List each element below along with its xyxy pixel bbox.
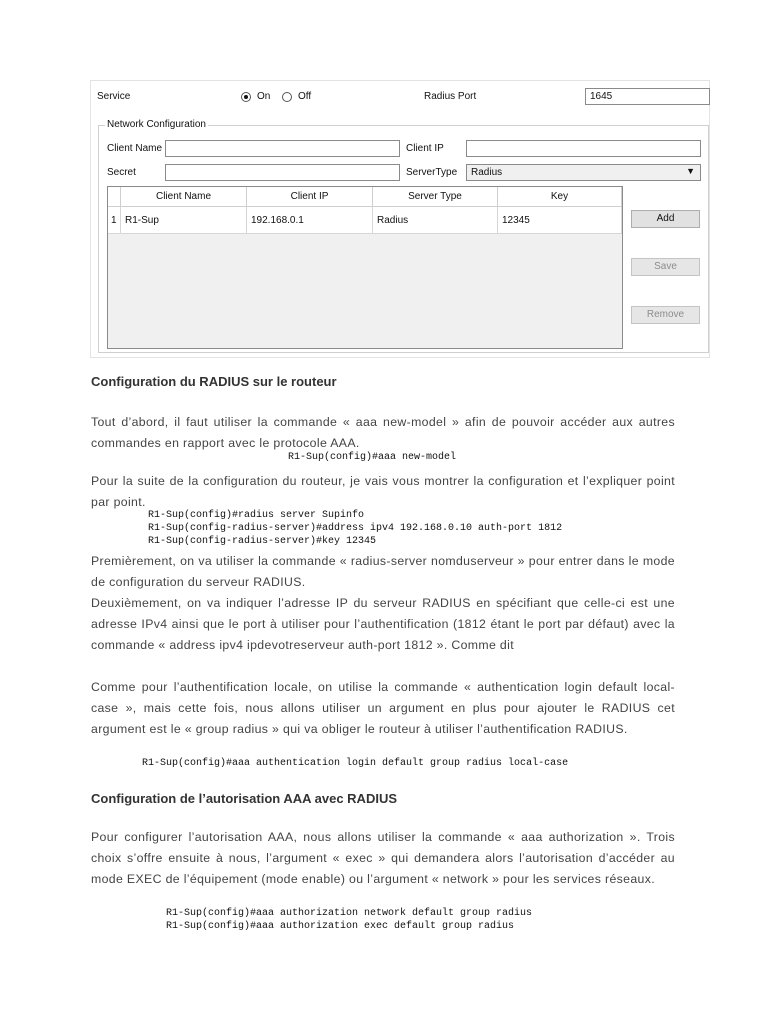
paragraph-aaa-new-model: Tout d’abord, il faut utiliser la commande « aaa new-model » afin de pouvoir accéder aux autres commandes en rapport avec le protocole AAA. — [91, 415, 675, 450]
client-ip-label: Client IP — [406, 143, 444, 154]
column-header-client-ip[interactable]: Client IP — [247, 187, 373, 207]
service-on-radio[interactable] — [241, 92, 251, 102]
paragraph-config-intro: Pour la suite de la configuration du routeur, je vais vous montrer la configuration et l’expliquer point par point. — [91, 474, 675, 509]
radius-port-label: Radius Port — [424, 91, 477, 102]
radius-port-input[interactable] — [585, 88, 710, 105]
cell-server-type[interactable]: Radius — [373, 207, 498, 234]
client-name-input[interactable] — [165, 140, 400, 157]
server-type-label: ServerType — [406, 167, 458, 178]
code-address-ipv4: R1-Sup(config-radius-server)#address ipv4 192.168.0.10 auth-port 1812 — [148, 523, 563, 534]
paragraph-authorization: Pour configurer l’autorisation AAA, nous allons utiliser la commande « aaa authorization ». Trois choix s’offre ensuite à nous, l’argument « exec » qui demandera alors l’autorisation d’accéder au mode EXEC de l’équipement (mode enable) ou l’argument « network » pour les services réseaux. — [91, 830, 675, 886]
remove-button[interactable]: Remove — [631, 306, 700, 324]
row-index: 1 — [108, 207, 121, 234]
service-on-label: On — [257, 91, 271, 102]
save-button[interactable]: Save — [631, 258, 700, 276]
column-header-server-type[interactable]: Server Type — [373, 187, 498, 207]
paragraph-second-step: Deuxièmement, on va indiquer l’adresse IP du serveur RADIUS en spécifiant que celle-ci est une adresse IPv4 ainsi que le port à utiliser pour l’authentification (1812 étant le port par défaut) avec la commande « address ipv4 ipdevotreserveur auth-port 1812 ». Comme dit — [91, 596, 675, 652]
section-heading-radius-router: Configuration du RADIUS sur le routeur — [91, 374, 337, 389]
code-key: R1-Sup(config-radius-server)#key 12345 — [148, 536, 377, 547]
paragraph-authentication: Comme pour l’authentification locale, on utilise la commande « authentication login default local-case », mais cette fois, nous allons utiliser un argument en plus pour ajouter le RADIUS cet argument est le « group radius » qui va obliger le routeur à utiliser l’authentification RADIUS. — [91, 680, 675, 736]
code-aaa-new-model: R1-Sup(config)#aaa new-model — [288, 452, 457, 463]
row-header-corner — [108, 187, 121, 207]
add-button[interactable]: Add — [631, 210, 700, 228]
client-name-label: Client Name — [107, 143, 163, 154]
radius-config-panel — [90, 80, 710, 358]
cell-key[interactable]: 12345 — [498, 207, 622, 234]
service-label: Service — [97, 91, 131, 102]
secret-label: Secret — [107, 167, 136, 178]
section-heading-authorization: Configuration de l’autorisation AAA avec RADIUS — [91, 791, 398, 806]
server-type-select[interactable] — [466, 164, 701, 181]
column-header-client-name[interactable]: Client Name — [121, 187, 247, 207]
cell-client-ip[interactable]: 192.168.0.1 — [247, 207, 373, 234]
service-off-radio[interactable] — [282, 92, 292, 102]
column-header-key[interactable]: Key — [498, 187, 622, 207]
code-authorization-network: R1-Sup(config)#aaa authorization network default group radius — [166, 908, 533, 919]
code-radius-server: R1-Sup(config)#radius server Supinfo — [148, 510, 365, 521]
paragraph-first-step: Premièrement, on va utiliser la commande « radius-server nomduserveur » pour entrer dans le mode de configuration du serveur RADIUS. — [91, 554, 675, 589]
secret-input[interactable] — [165, 164, 400, 181]
service-off-label: Off — [298, 91, 312, 102]
network-config-legend: Network Configuration — [107, 119, 206, 130]
server-type-value: Radius — [471, 167, 503, 178]
chevron-down-icon: ▼ — [686, 166, 695, 176]
client-ip-input[interactable] — [466, 140, 701, 157]
code-authentication: R1-Sup(config)#aaa authentication login default group radius local-case — [142, 758, 569, 769]
cell-client-name[interactable]: R1-Sup — [121, 207, 247, 234]
clients-table[interactable] — [107, 186, 623, 349]
code-authorization-exec: R1-Sup(config)#aaa authorization exec default group radius — [166, 921, 515, 932]
